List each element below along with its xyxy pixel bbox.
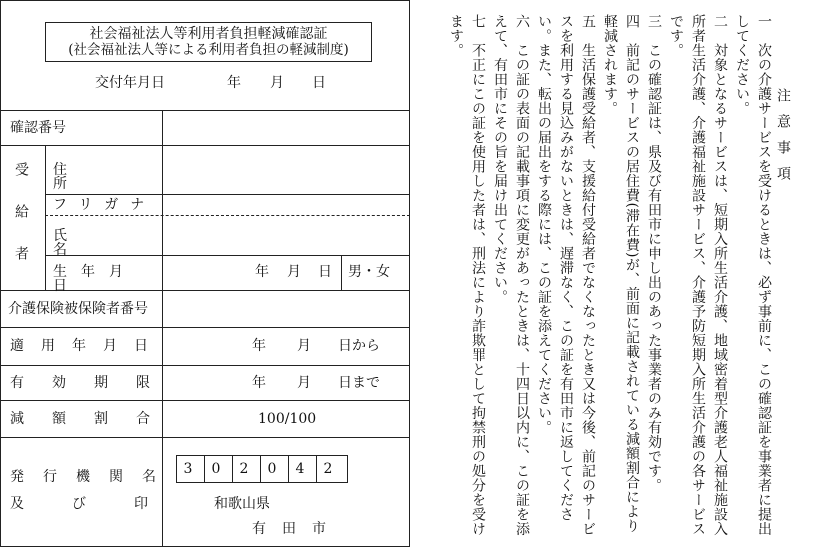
city-name: 有田市 xyxy=(252,521,342,537)
furigana-label xyxy=(53,198,157,212)
confirmation-number-text: 確認番号 xyxy=(10,120,66,136)
issuer-code-digit: 2 xyxy=(323,461,333,477)
note-item-7: 七 不正にこの証を使用した者は、刑法により詐欺罪として拘禁刑の処分を受けます。 xyxy=(448,14,486,536)
furigana-dashed-line xyxy=(45,215,410,216)
issuer-label: 発行機関名 xyxy=(10,469,175,485)
valid-day: 日まで xyxy=(338,375,380,391)
issue-date-day: 日 xyxy=(312,75,326,91)
confirmation-number-label xyxy=(10,121,154,135)
name-label xyxy=(53,229,153,257)
grid-divider xyxy=(162,437,163,547)
issue-date-month: 月 xyxy=(270,75,284,91)
issue-date-label: 交付年月日 xyxy=(95,75,165,91)
note-item-5: 五 生活保護受給者、支援給付受給者でなくなったとき又は今後、前記のサービスを利用する見込みがないときは、遅滞なく、この証を有田市に返してください。また、転出の届出をする際には、この証を添えてください。 xyxy=(536,14,596,536)
card-top-border xyxy=(0,0,410,1)
address-text: 住所 xyxy=(53,162,137,192)
note-item-1: 一 次の介護サービスを受けるときは、必ず事前に、この確認証を事業者に提出してください。 xyxy=(734,14,772,536)
note-item-4: 四 前記のサービスの居住費(滞在費)が、前面に記載されている減額割合により軽減されます。 xyxy=(602,14,640,534)
apply-date-label: 適用年月日 xyxy=(10,338,165,354)
insured-number-label: 介護保険被保険者番号 xyxy=(8,301,148,317)
grid-line xyxy=(0,437,410,438)
issuer-code-digit: 3 xyxy=(183,461,193,477)
grid-line xyxy=(0,400,410,401)
grid-line xyxy=(0,110,410,111)
grid-divider xyxy=(45,145,46,290)
seal-label: 及び印 xyxy=(10,496,196,512)
digit-separator xyxy=(288,455,289,483)
valid-month: 月 xyxy=(297,375,311,391)
apply-day: 日から xyxy=(338,338,380,354)
gender-field: 男・女 xyxy=(348,264,390,280)
prefecture-name: 和歌山県 xyxy=(214,496,270,512)
digit-separator xyxy=(316,455,317,483)
title-main: 社会福祉法人等利用者負担軽減確認証 xyxy=(89,26,328,42)
grid-line xyxy=(0,327,410,328)
birthdate-label xyxy=(53,265,157,293)
valid-year: 年 xyxy=(252,375,266,391)
note-item-6: 六 この証の表面の記載事項に変更があったときは、十四日以内に、この証を添えて、有田市にその旨を届け出てください。 xyxy=(492,14,530,536)
birth-month: 月 xyxy=(287,264,301,280)
grid-divider xyxy=(341,255,342,290)
issuer-code-digit: 0 xyxy=(211,461,221,477)
address-label xyxy=(53,163,153,191)
apply-year: 年 xyxy=(252,338,266,354)
grid-line xyxy=(0,145,410,146)
birth-day: 日 xyxy=(318,264,332,280)
issuer-code-digit: 0 xyxy=(267,461,277,477)
issuer-code-digit: 4 xyxy=(295,461,305,477)
recipient-label: 受給者 xyxy=(13,162,29,288)
apply-month: 月 xyxy=(297,338,311,354)
card-left-border xyxy=(0,0,1,547)
digit-separator xyxy=(232,455,233,483)
grid-line xyxy=(45,194,410,195)
reduction-value: 100/100 xyxy=(258,411,317,427)
notes-heading: 注意事項 xyxy=(775,88,791,192)
name-text: 氏名 xyxy=(53,228,137,258)
title-sub: (社会福祉法人等による利用者負担の軽減制度) xyxy=(68,42,349,58)
furigana-text: フリガナ xyxy=(53,197,157,213)
note-item-2: 二 対象となるサービスは、短期入所生活介護、地域密着型介護老人福祉施設入所者生活介護、介護福祉施設サービス、介護予防短期入所生活介護の各サービスです。 xyxy=(668,14,728,536)
digit-separator xyxy=(260,455,261,483)
valid-label: 有効期限 xyxy=(10,375,178,391)
issue-date-year: 年 xyxy=(227,75,241,91)
grid-line xyxy=(0,365,410,366)
card-right-border xyxy=(409,0,410,547)
reduction-label: 減額割合 xyxy=(10,411,178,427)
note-item-3: 三 この確認証は、県及び有田市に申し出のあった事業者のみ有効です。 xyxy=(646,14,662,493)
birth-year: 年 xyxy=(255,264,269,280)
issuer-code-digit: 2 xyxy=(239,461,249,477)
digit-separator xyxy=(204,455,205,483)
birthdate-text: 生年月日 xyxy=(53,264,137,294)
